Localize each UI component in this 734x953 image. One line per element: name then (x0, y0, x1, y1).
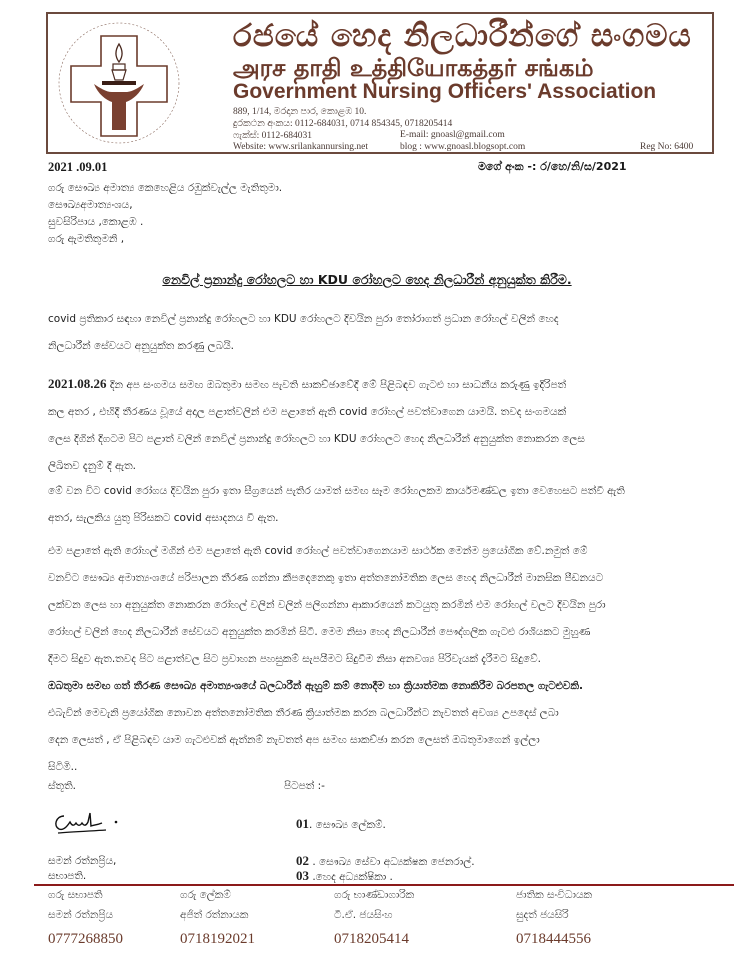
fax-line: ෆැක්ස්: 0112-684031 (233, 131, 312, 141)
officer-role: ගරු භාණ්ඩාගාරික (334, 889, 415, 901)
registration-number: Reg No: 6400 (640, 142, 694, 152)
website-line: Website: www.srilankannursing.net (233, 142, 369, 152)
phone-line: දුරකථන අංකය: 0112-684031, 0714 854345, 0718205414 (233, 119, 453, 129)
body-paragraph (48, 306, 688, 360)
addressee-line: සෞඛ්‍යඅමාත්‍යංශය, (48, 199, 133, 211)
paragraph-line: දීමට සිදුව ඇත.තවද පිට පළාත්වල සිට ප්‍රවාහන පහසුකම් සැපයීමට සිදුවීම නිසා අනවශ්‍ය පිරිවැයක් දැරීමට සිදුවේ. (48, 653, 541, 665)
paragraph-line: කල අතර , එහිදී තීරණය වූයේ අදාල පළාත්වලින් එම පළාතේ ඇති covid රෝහල් පවත්වාගෙන යාමයි. තවද සංගමයක් (48, 406, 567, 418)
officer-role: ගරු සභාපති (48, 889, 103, 901)
paragraph-line: එබැවින් මෙවැනි ප්‍රයෝගික නොවන අත්තනෝමතික තීරණ ක්‍රියාත්මක කරන බලධාරීන්ට නැවතත් අවශ්‍ය උපදෙස් ලබා (48, 707, 559, 719)
signature-icon (50, 808, 130, 838)
meeting-date: 2021.08.26 (48, 376, 107, 391)
body-paragraph (48, 478, 688, 532)
association-logo-icon (54, 18, 184, 148)
officer-name: අජිත් රත්නායක (180, 909, 249, 921)
paragraph-line: ලෙස දිගින් දිගටම පිට පළාත් වලින් නෙවිල් ප්‍රනාන්දු රෝහලට හා KDU රෝහලට හෙද නිලධාරීන් අනුයුක්ත නොකරන ලෙස (48, 433, 585, 445)
footer-divider (34, 884, 734, 886)
letterhead (46, 12, 714, 154)
signatory-name: සමන් රත්නප්‍රිය, (48, 855, 117, 867)
letter-subject: නෙවිල් ප්‍රනාන්දු රෝහලට හා KDU රෝහලට හෙද නිලධාරීන් අනුයුක්ත කිරීම. (162, 272, 572, 287)
copy-item: 01. සෞඛ්‍ය ලේකම්. (296, 816, 386, 831)
blog-line: blog : www.gnoasl.blogsopt.com (400, 142, 526, 152)
officer-name: සමන් රත්නප්‍රිය (48, 909, 114, 921)
officer-phone: 0718192021 (180, 931, 255, 947)
officer-role: ජාතික සංවිධායක (516, 889, 593, 901)
addressee-line: සුවසිරිපාය ,කොළඹ . (48, 216, 144, 228)
paragraph-line: ඔබතුමා සමඟ ගත් තීරණ සෞඛ්‍ය අමාත්‍යංශයේ බලධාරීන් ඇහුම් කම් නොදීම හා ක්‍රියාත්මක නොකිරීම බරපතල ගැටළුවකි. (48, 680, 583, 692)
reference-number: මගේ අංක -: ර/හෙ/නි/ස/2021 (478, 160, 627, 173)
salutation: ගරු ඇමතිතුමනි , (48, 233, 125, 245)
footer-officer-treasurer (334, 889, 414, 948)
body-paragraph (48, 538, 688, 673)
officer-role: ගරු ලේකම් (180, 889, 231, 901)
paragraph-line: වනවිට සෞඛ්‍ය අමාත්‍යංශයේ පරිපාලන තීරණ ගන්නා කීපදෙනෙකු ඉතා අත්තනෝමතික ලෙස හෙද නිලධාරීන් මානසික පීඩනයට (48, 572, 604, 584)
officer-name: සුදත් ජයසිරි (516, 909, 569, 921)
footer-officer-president (48, 889, 123, 948)
letter-date: 2021 .09.01 (48, 160, 108, 174)
closing-thanks: ස්තූති. (48, 780, 76, 792)
email-line: E-mail: gnoasl@gmail.com (400, 130, 505, 140)
body-paragraph (48, 673, 688, 781)
paragraph-line: ලක්වන ලෙස හා අනුයුක්ත නොකරන රෝහල් වලින් වලින් පලිගන්නා ආකාරයෙන් කටයුතු කරමින් එම රෝහල් වලට දිවයින පුරා (48, 599, 606, 611)
addressee-line: ගරු සෞඛ්‍ය අමාත්‍ය කෙහෙළිය රඹුක්වැල්ල මැතිතුමා. (48, 182, 283, 194)
body-paragraph (48, 370, 688, 480)
paragraph-line: සිටිමි.. (48, 761, 78, 773)
footer-officer-secretary (180, 889, 255, 948)
copies-heading: පිටපත් :- (284, 780, 325, 792)
association-name-sinhala: රජයේ හෙද නිලධාරීන්ගේ සංගමය (233, 18, 692, 54)
paragraph-line: රෝහල් වලින් හෙද නිලධාරීන් සේවයට අනුයුක්ත කරමින් සිටී. මෙම නිසා හෙද නිලධාරීන් පෞද්ගලික ගැටළු රාශියකට මුහුණ (48, 626, 591, 638)
paragraph-line: එම පළාතේ ඇති රෝහල් මගින් එම පළාතේ ඇති covid රෝහල් පවත්වාගෙනයාම සාර්ථක මෙන්ම ප්‍රයෝගික වේ.නමුත් මේ (48, 545, 588, 557)
paragraph-line: නිලධාරීන් සේවයට අනුයුක්ත කරණු ලබයි. (48, 340, 235, 352)
officer-phone: 0718205414 (334, 931, 409, 947)
paragraph-line: covid ප්‍රතිකාර සඳහා නෙවිල් ප්‍රනාන්දු රෝහලට හා KDU රෝහලට දිවයින පුරා තෝරාගත් ප්‍රධාන රෝහල් වලින් හෙද (48, 313, 559, 325)
address-line: 889, 1/14, මරදාන පාර, කොළඹ 10. (233, 107, 367, 117)
copy-item: 03 .හෙද අධ්‍යක්ෂිකා . (296, 868, 393, 883)
officer-phone: 0777268850 (48, 931, 123, 947)
association-name-tamil: அரச தாதி உத்தியோகத்தர் சங்கம் (233, 54, 594, 82)
paragraph-line: ලිඛිතව දැනුම් දී ඇත. (48, 460, 136, 472)
association-name-english: Government Nursing Officers' Association (233, 80, 657, 103)
paragraph-line: මේ වන විට covid රෝගය දිවයින පුරා ඉතා සීග්‍රයෙන් පැතිර යාමත් සමඟ සෑම රෝහලකම කාර්යමණ්ඩල ඉතා වෙහෙසට පත්වී ඇති (48, 485, 625, 497)
footer-officer-organizer (516, 889, 592, 948)
officer-phone: 0718444556 (516, 931, 591, 947)
paragraph-line: දෙන ලෙසත් , ඒ පිළිබඳව යාම ගැටළුවක් ඇත්නම් නැවතත් අප සමඟ සාකච්ඡා කරන ලෙසත් ඔබතුමාගෙන් ඉල්ලා (48, 734, 540, 746)
signatory-title: සභාපති. (48, 870, 87, 882)
copy-item: 02 . සෞඛ්‍ය සේවා අධ්‍යක්ෂක ජෙනරාල්. (296, 853, 475, 868)
paragraph-line: දින අප සංගමය සමඟ ඔබතුමා සමඟ පැවති සාකච්ඡාවේදී මේ පිළිබඳව ගැටළු හා සාධනීය කරුණු ඉදිරිපත් (106, 379, 567, 391)
paragraph-line: අතර, සැලකිය යුතු පිරිසකට covid අසාදනය වී ඇත. (48, 512, 279, 524)
officer-name: ටී.ඒ. ජයසිංහ (334, 909, 393, 921)
